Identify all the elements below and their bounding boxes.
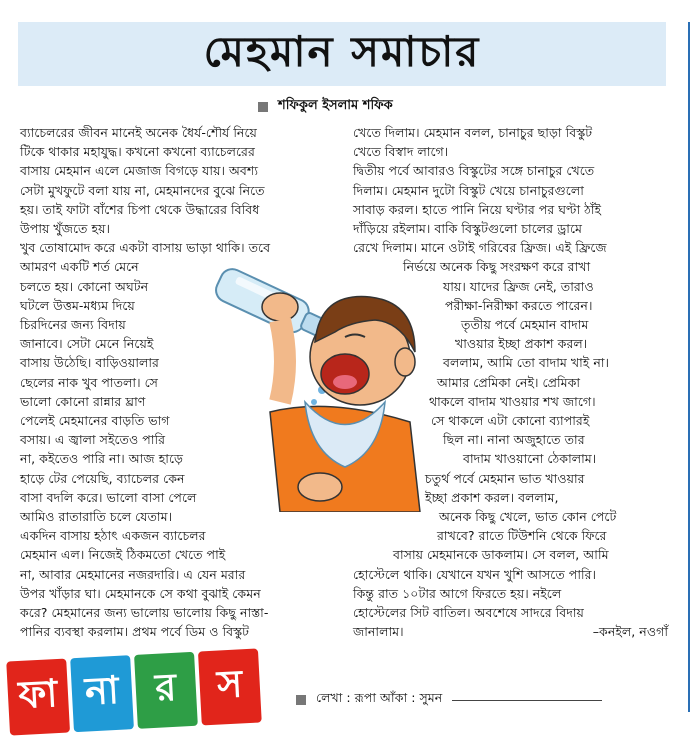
text-line: পানির ব্যবস্থা করলাম। প্রথম পর্বে ডিম ও বিস্কুট [20,624,250,640]
text-line: দিলাম। মেহমান দুটো বিস্কুট খেয়ে চানাচুরগুলো [353,182,584,198]
text-line: খাওয়ার ইচ্ছা প্রকাশ করল। [455,336,588,352]
logo-tile-2: না [70,655,134,732]
text-line: ছিল না। নানা অজুহাতে তার [443,432,585,448]
text-line: ঘটলে উত্তম-মধ্যম দিয়ে [20,297,135,313]
text-line: নির্ভয়ে অনেক কিছু সংরক্ষণ করে রাখা [403,259,591,275]
text-line: বাসায় উঠেছি। বাড়িওয়ালার [20,355,159,371]
text-line: আমার প্রেমিকা নেই। প্রেমিকা [437,374,581,390]
text-line: পেলেই মেহমানের বাড়তি ভাগ [20,413,170,429]
text-line: হয়। তাই ফাটা বাঁশের চিপা থেকে উদ্ধারের বিবিধ [20,201,260,217]
text-line: দ্বিতীয় পর্বে আবারও বিস্কুটের সঙ্গে চানাচুর খেতে [353,163,595,179]
logo-tile-1: ফা [6,659,70,736]
text-line: একদিন বাসায় হঠাৎ একজন ব্যাচেলর [20,528,206,544]
text-line: সে থাকলে এটা কোনো ব্যাপারই [431,413,590,429]
man-drinking-water-illustration [210,262,450,512]
text-line: রাখবে? রাতে টিউশনি থেকে ফিরে [437,528,607,544]
page-title: মেহমান সমাচার [203,26,481,76]
text-line: হাড়ে টের পেয়েছি, ব্যাচেলর কেন [20,470,185,486]
text-line: করে? মেহমানের জন্য ভালোয় ভালোয় কিছু নাস্তা- [20,605,269,621]
text-line: বাসায় মেহমানকে ডাকলাম। সে বলল, আমি [393,547,609,563]
text-line: পরীক্ষা-নিরীক্ষা করতে পারেন। [445,297,593,313]
text-line: থাকলে বাদাম খাওয়ার শখ জাগে। [429,393,596,409]
text-line: উপর খাঁড়ার ঘা। মেহমানকে সে কথা বুঝাই কেমন [20,585,261,601]
signoff: –কনইল, নওগাঁ [592,624,668,640]
logo-tile-4: স [198,648,262,725]
text-line: ভালো কোনো রান্নার ঘ্রাণ [20,393,146,409]
text-line: বাসায় মেহমান এলে মেজাজ বিগড়ে যায়। অবশ্য [20,163,259,179]
text-line: খেতে দিলাম। মেহমান বলল, চানাচুর ছাড়া বিস্কুট [353,125,593,140]
text-line: হোস্টেলে থাকি। যেখানে যখন খুশি আসতে পারি। [353,566,597,582]
text-line: জানালাম। –কনইল, নওগাঁ [353,622,668,641]
text-line: টিকে থাকার মহাযুদ্ধ। কখনো কখনো ব্যাচেলরের [20,144,255,160]
text-line: ইচ্ছা প্রকাশ করল। বললাম, [425,489,559,505]
text-line: বসায়। এ জ্বালা সইতেও পারি [20,432,166,448]
logo-tile-3: র [134,652,198,729]
square-bullet-icon [296,695,306,705]
text-line: সাবাড় করল। হাতে পানি নিয়ে ঘণ্টার পর ঘণ্টা ঠাঁই [353,201,602,217]
text-line: সেটা মুখফুটে বলা যায় না, মেহমানদের বুঝে নিতে [20,182,265,198]
text-line: জানাবে। সেটা মেনে নিয়েই [20,336,154,352]
text-line: তৃতীয় পর্বে মেহমান বাদাম [461,317,589,333]
text-line: যায়। যাদের ফ্রিজ নেই, তারাও [443,278,594,294]
text-line: মেহমান এল। নিজেই ঠিকমতো খেতে পাই [20,547,226,563]
text-line: খেতে বিস্বাদ লাগে। [353,144,449,160]
text-line: না, আবার মেহমানের নজরদারি। এ যেন মরার [20,566,246,582]
text-line: আমিও রাতারাতি চলে যেতাম। [20,509,173,525]
credits-rule [452,700,602,701]
text-line: বললাম, আমি তো বাদাম খাই না। [443,355,610,371]
byline [258,96,393,117]
text-line: খুব তোষামোদ করে একটা বাসায় ভাড়া থাকি। তবে [20,240,271,256]
text-line: আমরণ একটি শর্ত মেনে [20,259,139,275]
credits [296,690,602,710]
text-line: রেখে দিলাম। মানে ওটাই গরিবের ফ্রিজ। এই ফ্রিজে [353,240,607,256]
text-line: চিরদিনের জন্য বিদায় [20,317,126,333]
fanaros-logo [6,648,262,735]
text-line: উপায় খুঁজতে হয়। [20,221,111,237]
text-line: ছেলের নাক খুব পাতলা। সে [20,374,159,390]
text-line: বাদাম খাওয়ানো ঠেকালাম। [463,451,597,467]
text-line: চতুর্থ পর্বে মেহমান ভাত খাওয়ার [425,470,585,486]
text-line: হোস্টেলের সিট বাতিল। অবশেষে সাদরে বিদায় [353,605,584,621]
author-name: শফিকুল ইসলাম শফিক [278,98,393,113]
credits-text: লেখা : রূপা আঁকা : সুমন [316,690,443,705]
column-divider [688,22,690,712]
text-line: চলতে হয়। কোনো অঘটন [20,278,149,294]
text-line: কিন্তু রাত ১০টার আগে ফিরতে হয়। নইলে [353,585,562,601]
text-line: না, কইতেও পারি না। আজ হাড়ে [20,451,184,467]
text-line: অনেক কিছু খেলে, ভাত কোন পেটে [439,509,617,525]
text-line: দাঁড়িয়ে রইলাম। বাকি বিস্কুটগুলো চালের ড্রামে [353,221,583,237]
square-bullet-icon [258,102,268,112]
title-banner [18,22,666,86]
text-line: ব্যাচেলরের জীবন মানেই অনেক ধৈর্য-শৌর্য নিয়ে [20,125,257,140]
text-line: বাসা বদলি করে। ভালো বাসা পেলে [20,489,197,505]
